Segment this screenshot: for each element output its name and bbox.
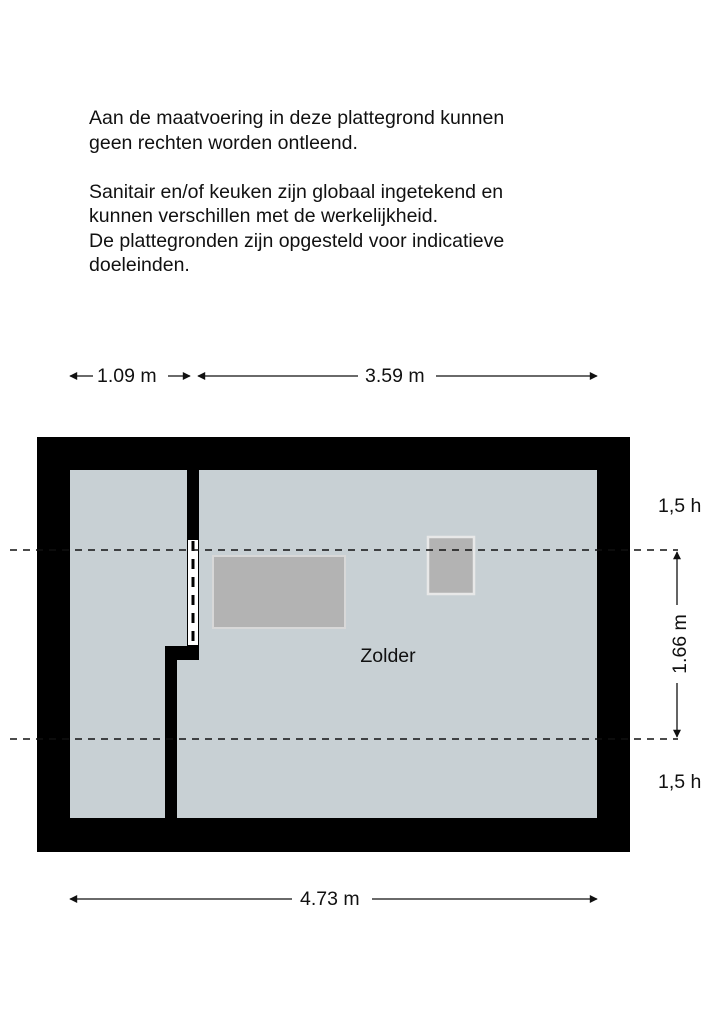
height-marker-lower: 1,5 h [654,771,705,793]
disclaimer-line: De plattegronden zijn opgesteld voor indicatieve [89,229,505,252]
disclaimer-line: Aan de maatvoering in deze plattegrond kunnen [89,107,505,129]
dimension-label-width-left: 1.09 m [93,365,161,387]
disclaimer-line: geen rechten worden ontleend. [89,131,358,154]
inner-wall [165,646,177,818]
skylight-large [213,556,345,628]
window-opening [188,540,198,645]
dimension-label-width-total: 4.73 m [296,888,364,910]
height-marker-upper: 1,5 h [654,495,705,517]
disclaimer-line: Sanitair en/of keuken zijn globaal ingetekend en [89,180,504,203]
dimension-label-width-right: 3.59 m [361,365,429,387]
disclaimer-line: doeleinden. [89,254,190,276]
skylight-small [428,537,474,594]
dimension-label-height: 1.66 m [669,614,691,674]
inner-wall [187,470,199,540]
disclaimer-line: kunnen verschillen met de werkelijkheid. [89,205,439,227]
room-label: Zolder [360,645,416,667]
floor-area [70,470,597,818]
